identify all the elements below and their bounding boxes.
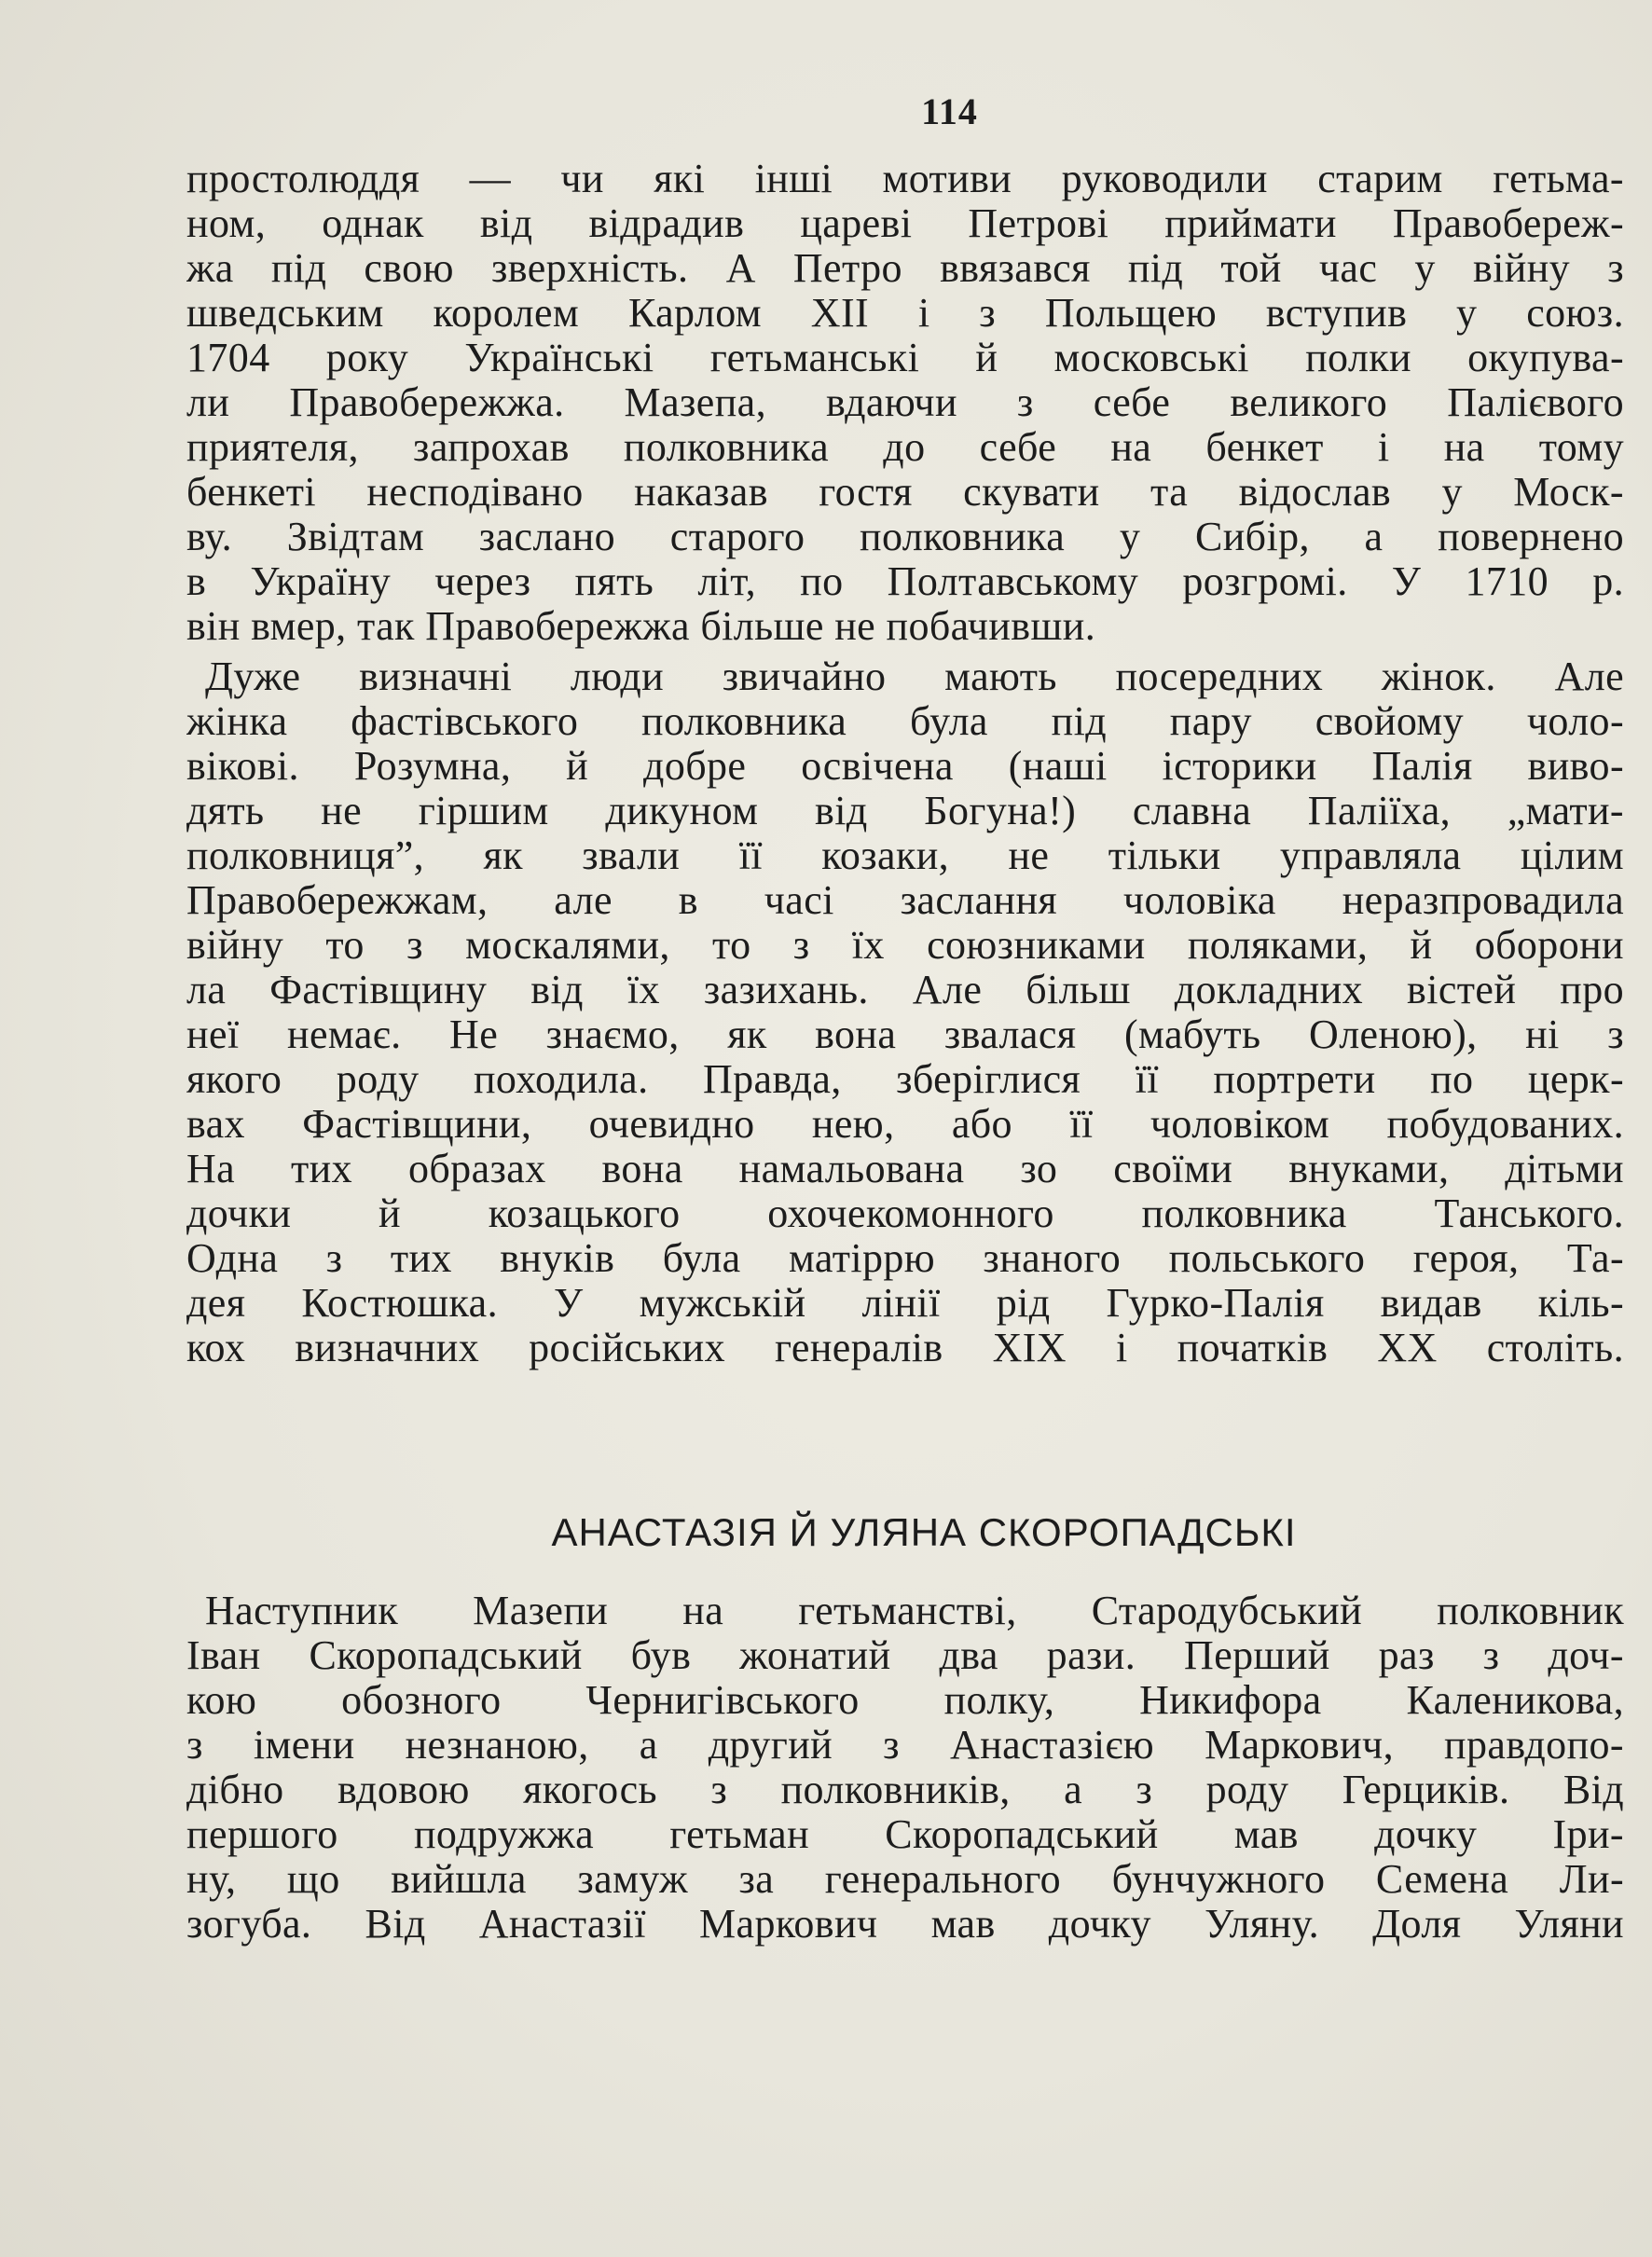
text-line: бенкеті несподівано наказав гостя скувати та відослав у Моск- — [186, 470, 1624, 515]
section-heading: АНАСТАЗІЯ Й УЛЯНА СКОРОПАДСЬКІ — [551, 1510, 1297, 1554]
text-line: дея Костюшка. У мужській лінії рід Гурко-Палія видав кіль- — [186, 1281, 1624, 1326]
paragraph-2 — [186, 654, 1624, 1370]
text-line: кох визначних російських генералів XIX і початків XX століть. — [186, 1326, 1624, 1370]
text-line: Правобережжам, але в часі заслання чоловіка неразпровадила — [186, 878, 1624, 923]
text-line: простолюддя — чи які інші мотиви руководили старим гетьма- — [186, 157, 1624, 201]
text-line: полковниця”, як звали її козаки, не тільки управляла цілим — [186, 833, 1624, 878]
text-line: ла Фастівщину від їх зазихань. Але більш докладних вістей про — [186, 968, 1624, 1012]
paragraph-3 — [186, 1589, 1624, 1947]
text-line: Наступник Мазепи на гетьманстві, Стародубський полковник — [205, 1589, 1624, 1633]
page-number: 114 — [921, 90, 978, 132]
text-line: якого роду походила. Правда, зберіглися її портрети по церк- — [186, 1057, 1624, 1102]
text-line: шведським королем Карлом XII і з Польщею вступив у союз. — [186, 291, 1624, 336]
text-line: приятеля, запрохав полковника до себе на бенкет і на тому — [186, 425, 1624, 470]
text-line: ном, однак від відрадив цареві Петрові приймати Правобереж- — [186, 201, 1624, 246]
text-line: жінка фастівського полковника була під пару свойому чоло- — [186, 699, 1624, 744]
text-line: 1704 року Українські гетьманські й московські полки окупува- — [186, 336, 1624, 380]
text-line: вікові. Розумна, й добре освічена (наші історики Палія виво- — [186, 744, 1624, 789]
text-line: ну, що вийшла замуж за генерального бунчужного Семена Ли- — [186, 1857, 1624, 1902]
text-line: Одна з тих внуків була матіррю знаного польського героя, Та- — [186, 1236, 1624, 1281]
text-line: дять не гіршим дикуном від Богуна!) славна Паліїха, „мати- — [186, 789, 1624, 833]
text-line: На тих образах вона намальована зо своїми внуками, дітьми — [186, 1147, 1624, 1191]
text-line: Дуже визначні люди звичайно мають посередних жінок. Але — [205, 654, 1624, 699]
text-line: жа під свою зверхність. А Петро ввязався під той час у війну з — [186, 246, 1624, 291]
text-line: війну то з москалями, то з їх союзниками поляками, й оборони — [186, 923, 1624, 968]
text-line: першого подружжа гетьман Скоропадський мав дочку Іри- — [186, 1812, 1624, 1857]
text-line: з імени незнаною, а другий з Анастазією Маркович, правдопо- — [186, 1723, 1624, 1768]
text-line: в Україну через пять літ, по Полтавському розгромі. У 1710 р. — [186, 559, 1624, 604]
text-line: кою обозного Чернигівського полку, Никифора Каленикова, — [186, 1678, 1624, 1723]
text-line: він вмер, так Правобережжа більше не побачивши. — [186, 604, 1096, 649]
text-line: дібно вдовою якогось з полковників, а з роду Герциків. Від — [186, 1768, 1624, 1812]
text-line: дочки й козацького охочекомонного полковника Танського. — [186, 1191, 1624, 1236]
text-line: ву. Звідтам заслано старого полковника у Сибір, а повернено — [186, 515, 1624, 559]
paragraph-1 — [186, 157, 1624, 649]
text-line: Іван Скоропадський був жонатий два рази. Перший раз з доч- — [186, 1633, 1624, 1678]
text-line: ли Правобережжа. Мазепа, вдаючи з себе великого Палієвого — [186, 380, 1624, 425]
text-line: вах Фастівщини, очевидно нею, або її чоловіком побудованих. — [186, 1102, 1624, 1147]
text-line: неї немає. Не знаємо, як вона звалася (мабуть Оленою), ні з — [186, 1012, 1624, 1057]
text-line: зогуба. Від Анастазії Маркович мав дочку Уляну. Доля Уляни — [186, 1902, 1624, 1947]
